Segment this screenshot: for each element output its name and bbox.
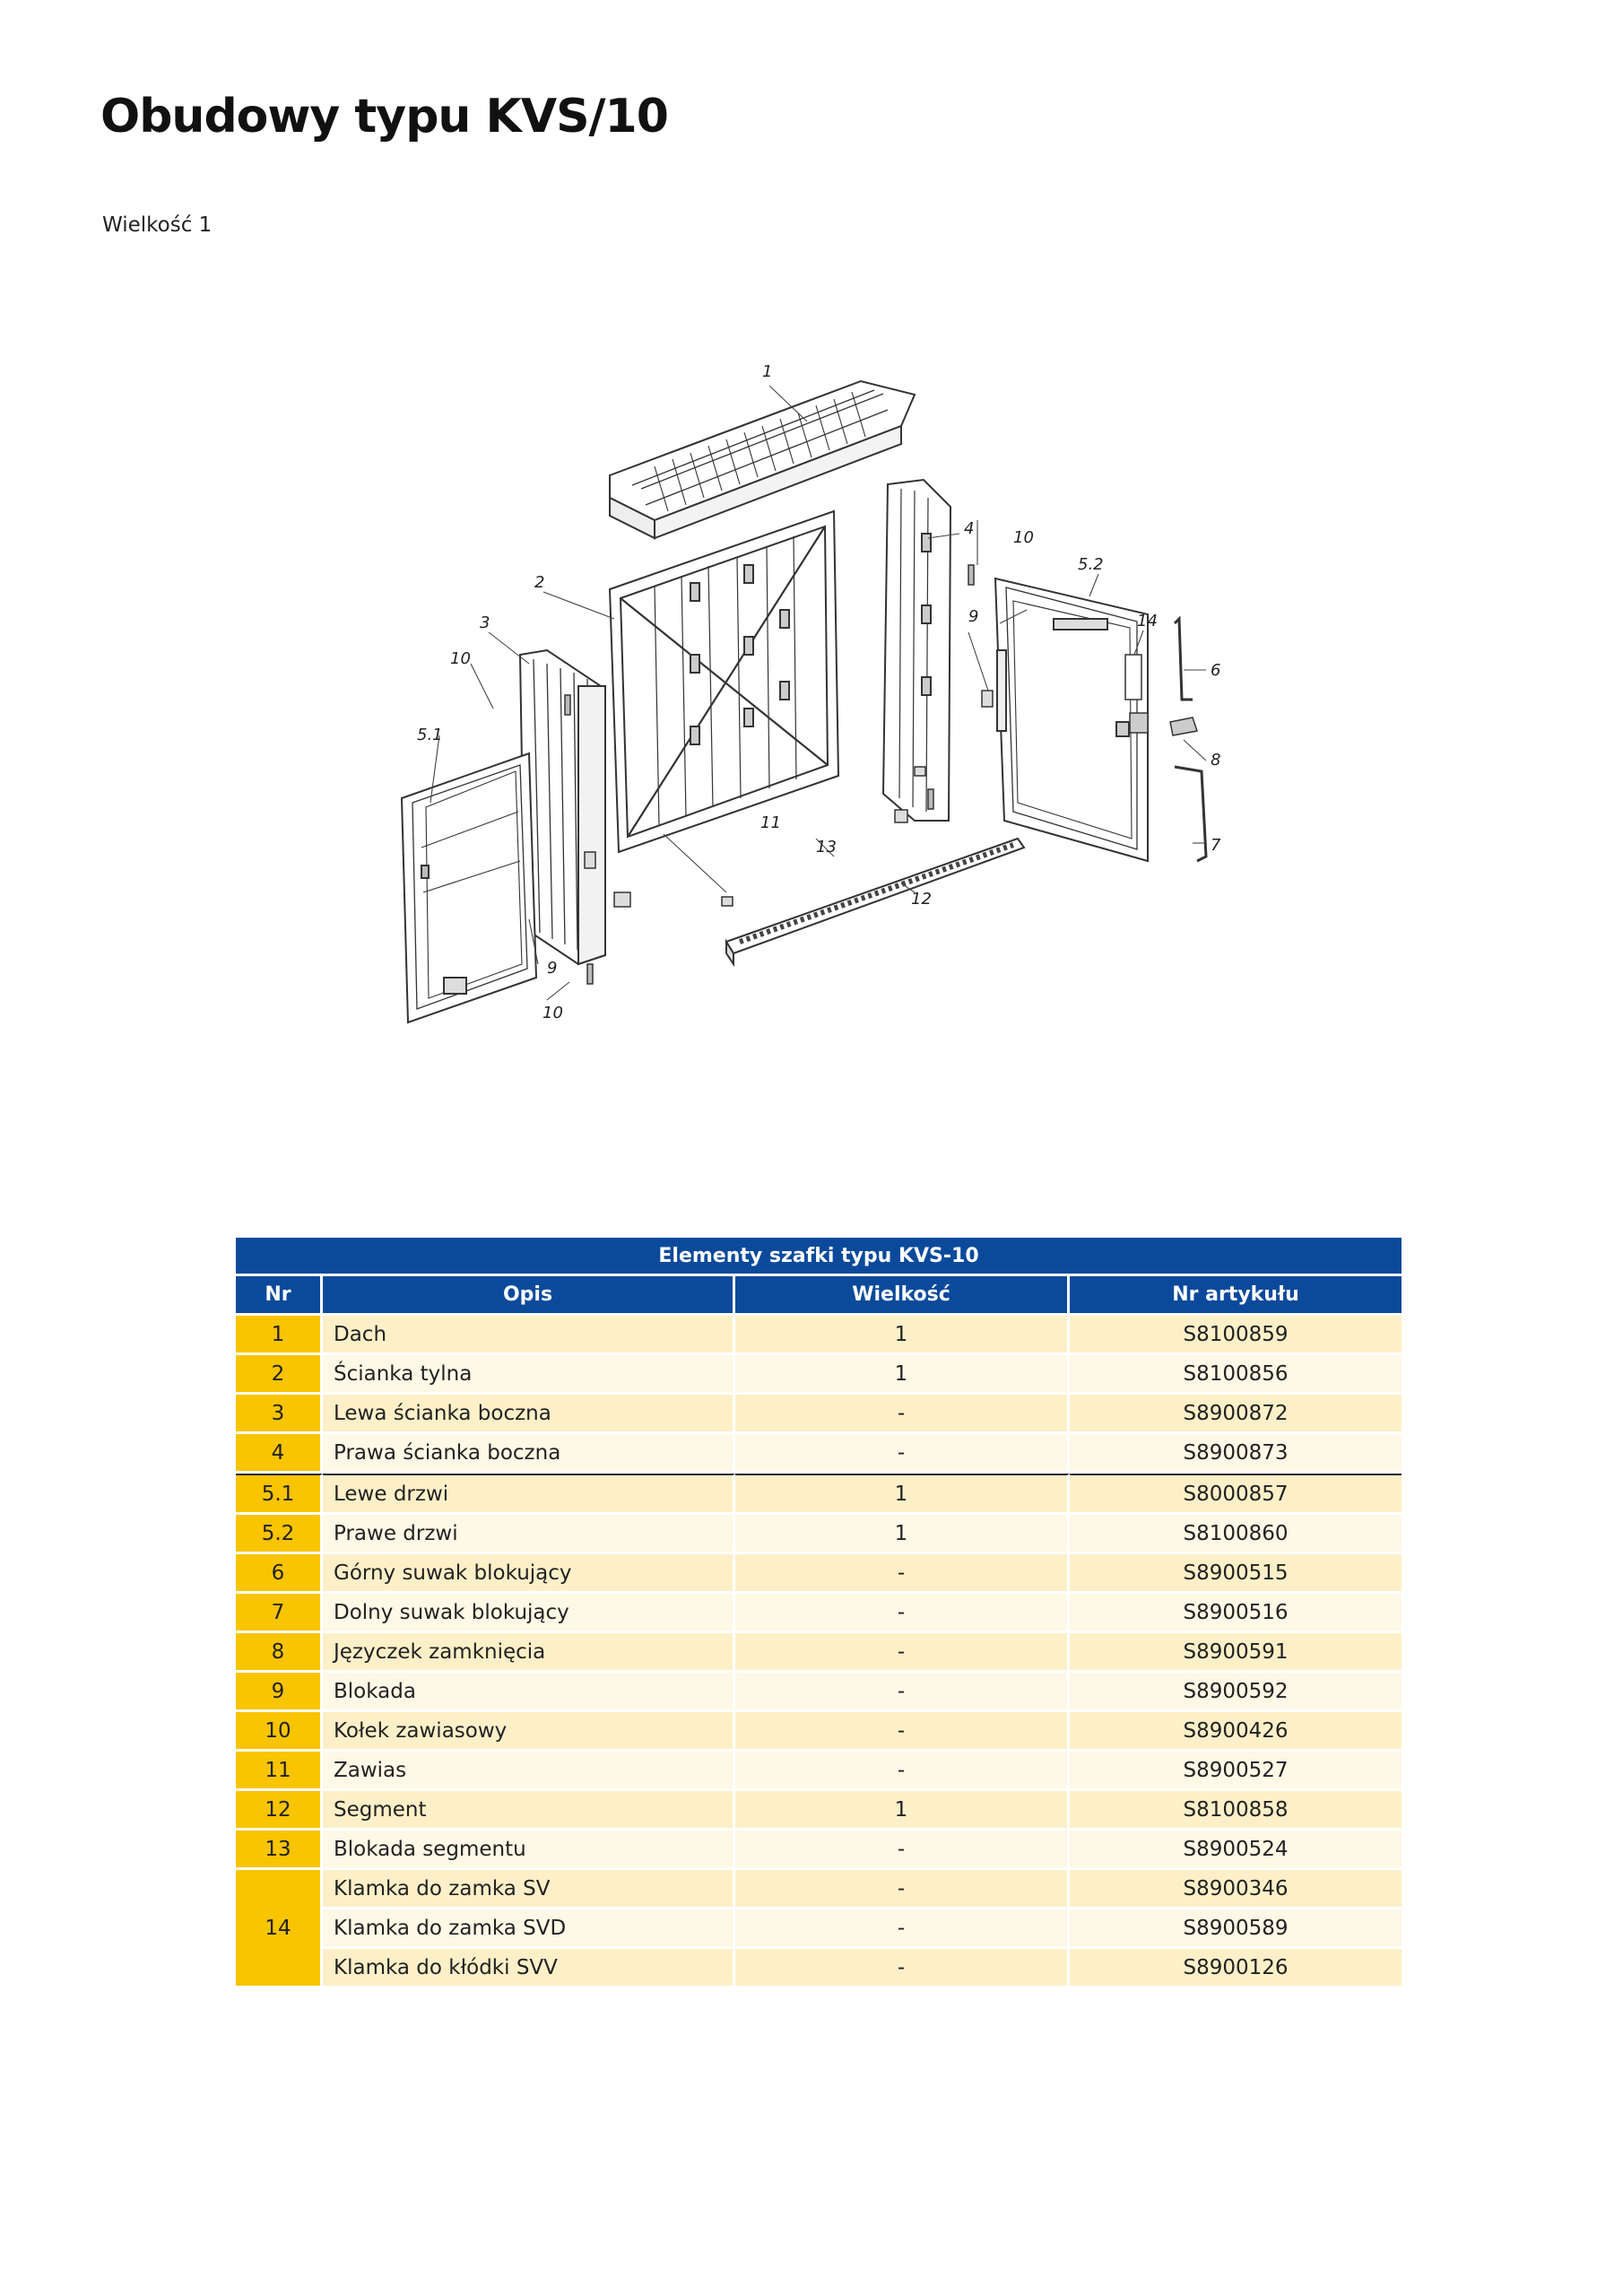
cell-artykul: S8100859 [1070, 1316, 1402, 1355]
cell-nr: 5.2 [236, 1515, 323, 1554]
roof-part [610, 381, 915, 538]
cell-artykul: S8900589 [1070, 1909, 1402, 1949]
cell-artykul: S8100858 [1070, 1791, 1402, 1831]
cell-artykul: S8900527 [1070, 1752, 1402, 1791]
cell-artykul: S8100860 [1070, 1515, 1402, 1554]
page-title: Obudowy typu KVS/10 [100, 90, 668, 144]
cell-opis: Kołek zawiasowy [323, 1712, 735, 1752]
cell-artykul: S8900515 [1070, 1554, 1402, 1594]
diagram-label: 11 [760, 813, 781, 832]
cell-nr: 1 [236, 1316, 323, 1355]
diagram-label: 9 [547, 959, 558, 978]
cell-wielkosc: - [735, 1752, 1070, 1791]
cell-opis: Dolny suwak blokujący [323, 1594, 735, 1633]
diagram-label: 13 [816, 838, 837, 857]
cell-nr: 13 [236, 1831, 323, 1870]
diagram-label: 7 [1211, 836, 1221, 855]
header-nr: Nr [236, 1276, 323, 1316]
cell-artykul: S8100856 [1070, 1355, 1402, 1395]
right-door-part [995, 578, 1148, 861]
table-row [236, 1594, 1402, 1633]
cell-nr-group: 14 [236, 1870, 323, 1988]
diagram-label: 3 [480, 613, 490, 632]
diagram-label: 1 [762, 362, 773, 381]
table-row [236, 1355, 1402, 1395]
cell-opis: Górny suwak blokujący [323, 1554, 735, 1594]
cell-nr: 12 [236, 1791, 323, 1831]
table-row [236, 1831, 1402, 1870]
table-row [236, 1673, 1402, 1712]
diagram-label: 8 [1211, 751, 1221, 770]
left-door-part [402, 753, 536, 1022]
cell-opis: Klamka do zamka SVD [323, 1909, 735, 1949]
table-row [236, 1474, 1402, 1515]
cell-nr: 2 [236, 1355, 323, 1395]
table-row [236, 1515, 1402, 1554]
diagram-label: 14 [1137, 612, 1158, 631]
table-row [236, 1752, 1402, 1791]
cell-opis: Klamka do zamka SV [323, 1870, 735, 1909]
cell-wielkosc: - [735, 1633, 1070, 1673]
cell-wielkosc: - [735, 1909, 1070, 1949]
cell-nr: 7 [236, 1594, 323, 1633]
cell-opis: Lewe drzwi [323, 1474, 735, 1515]
parts-table [236, 1238, 1402, 1988]
cell-wielkosc: - [735, 1554, 1070, 1594]
diagram-label: 6 [1211, 661, 1221, 680]
exploded-diagram [386, 354, 1237, 1036]
cell-wielkosc: 1 [735, 1515, 1070, 1554]
cell-artykul: S8900346 [1070, 1870, 1402, 1909]
table-row [236, 1712, 1402, 1752]
cell-opis: Blokada segmentu [323, 1831, 735, 1870]
cell-wielkosc: - [735, 1712, 1070, 1752]
diagram-label: 9 [968, 607, 979, 626]
cell-opis: Zawias [323, 1752, 735, 1791]
cell-nr: 9 [236, 1673, 323, 1712]
cell-artykul: S8000857 [1070, 1474, 1402, 1515]
cell-wielkosc: - [735, 1594, 1070, 1633]
cell-nr: 4 [236, 1434, 323, 1474]
cell-wielkosc: - [735, 1673, 1070, 1712]
header-wielkosc: Wielkość [735, 1276, 1070, 1316]
cell-wielkosc: 1 [735, 1355, 1070, 1395]
diagram-label: 10 [450, 649, 471, 668]
table-row [236, 1870, 1402, 1909]
table-row [236, 1316, 1402, 1355]
cell-opis: Dach [323, 1316, 735, 1355]
diagram-label: 10 [542, 1004, 563, 1022]
cell-opis: Ścianka tylna [323, 1355, 735, 1395]
cell-wielkosc: - [735, 1949, 1070, 1988]
cell-opis: Prawe drzwi [323, 1515, 735, 1554]
cell-wielkosc: 1 [735, 1791, 1070, 1831]
diagram-label: 12 [911, 890, 932, 909]
cell-opis: Lewa ścianka boczna [323, 1395, 735, 1434]
cell-artykul: S8900426 [1070, 1712, 1402, 1752]
cell-artykul: S8900873 [1070, 1434, 1402, 1474]
cell-nr: 10 [236, 1712, 323, 1752]
table-row [236, 1434, 1402, 1474]
cell-nr: 6 [236, 1554, 323, 1594]
diagram-label: 5.2 [1078, 555, 1104, 574]
cell-opis: Blokada [323, 1673, 735, 1712]
cell-artykul: S8900126 [1070, 1949, 1402, 1988]
back-wall-part [610, 511, 838, 852]
diagram-label: 2 [534, 573, 545, 592]
table-row [236, 1949, 1402, 1988]
diagram-label: 4 [964, 519, 975, 538]
cell-wielkosc: - [735, 1870, 1070, 1909]
table-row [236, 1791, 1402, 1831]
header-opis: Opis [323, 1276, 735, 1316]
table-row [236, 1554, 1402, 1594]
cell-opis: Prawa ścianka boczna [323, 1434, 735, 1474]
cell-nr: 11 [236, 1752, 323, 1791]
cell-wielkosc: 1 [735, 1474, 1070, 1515]
cell-wielkosc: - [735, 1434, 1070, 1474]
cell-opis: Języczek zamknięcia [323, 1633, 735, 1673]
cell-nr: 8 [236, 1633, 323, 1673]
segment-part [726, 839, 1024, 964]
header-artykul: Nr artykułu [1070, 1276, 1402, 1316]
table-row [236, 1909, 1402, 1949]
cell-artykul: S8900872 [1070, 1395, 1402, 1434]
table-row [236, 1633, 1402, 1673]
cell-artykul: S8900591 [1070, 1633, 1402, 1673]
cell-opis: Klamka do kłódki SVV [323, 1949, 735, 1988]
diagram-label: 10 [1013, 528, 1034, 547]
cell-artykul: S8900524 [1070, 1831, 1402, 1870]
cell-nr: 3 [236, 1395, 323, 1434]
cell-artykul: S8900516 [1070, 1594, 1402, 1633]
cell-nr: 5.1 [236, 1474, 323, 1515]
diagram-label: 5.1 [417, 726, 443, 744]
cell-wielkosc: - [735, 1831, 1070, 1870]
cell-wielkosc: - [735, 1395, 1070, 1434]
size-subtitle: Wielkość 1 [102, 213, 213, 237]
cell-wielkosc: 1 [735, 1316, 1070, 1355]
cell-opis: Segment [323, 1791, 735, 1831]
table-caption: Elementy szafki typu KVS-10 [236, 1238, 1402, 1276]
table-row [236, 1395, 1402, 1434]
cell-artykul: S8900592 [1070, 1673, 1402, 1712]
